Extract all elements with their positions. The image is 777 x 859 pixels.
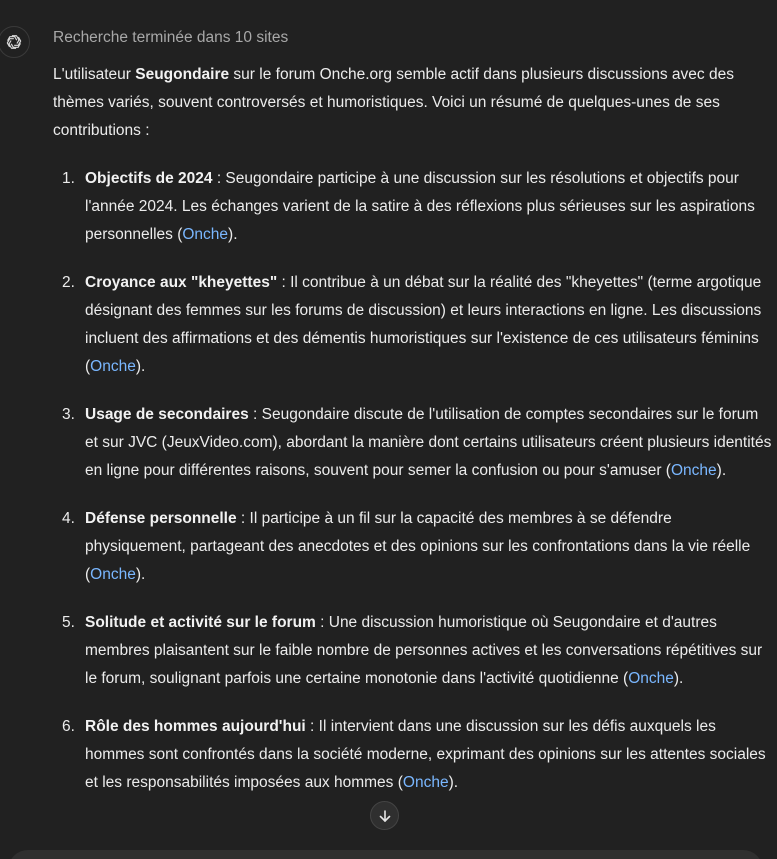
list-item-end: ).: [228, 226, 238, 243]
source-link-onche[interactable]: Onche: [90, 358, 136, 375]
list-item-end: ).: [716, 462, 727, 479]
search-status[interactable]: Recherche terminée dans 10 sites: [53, 29, 289, 46]
assistant-avatar: [0, 26, 30, 58]
list-item-title: Solitude et activité sur le forum: [85, 614, 316, 631]
list-item-number: 6.: [62, 718, 75, 735]
list-item-end: ).: [673, 670, 684, 687]
intro-after: sur le forum Onche.org semble actif dans plusieurs discussions avec des thèmes variés, souvent controversés et humoristiques. Voici un résumé de quelques-unes de ses contributions :: [53, 66, 734, 139]
message-composer[interactable]: [8, 850, 763, 859]
scroll-to-bottom-button[interactable]: [370, 801, 399, 830]
list-item-body: : Il intervient dans une discussion sur les défis auxquels les hommes sont confrontés dans la société moderne, exprimant des opinions sur les attentes sociales et les responsabilités imposées aux hommes (: [85, 718, 766, 791]
intro-before: L'utilisateur: [53, 66, 136, 83]
source-link-onche[interactable]: Onche: [90, 566, 136, 583]
list-item-number: 3.: [62, 406, 75, 423]
list-item-body: : Il contribue à un débat sur la réalité des "kheyettes" (terme argotique désignant des femmes sur les forums de discussion) et leurs interactions en ligne. Les discussions incluent des affirmations et des démentis humoristiques sur l'existence de ces utilisateurs féminins (: [85, 274, 762, 375]
list-item-number: 1.: [62, 170, 75, 187]
assistant-message: [53, 26, 773, 817]
list-item-title: Usage de secondaires: [85, 406, 249, 423]
list-item: [53, 609, 773, 693]
intro-username: Seugondaire: [135, 66, 230, 83]
contributions-list: [53, 165, 773, 797]
list-item-body: : Seugondaire discute de l'utilisation de comptes secondaires sur le forum et sur JVC (JeuxVideo.com), abordant la manière dont certains utilisateurs créent plusieurs identités en ligne pour différentes raisons, souvent pour semer la confusion ou pour s'amuser (: [85, 406, 772, 479]
list-item-end: ).: [135, 566, 146, 583]
list-item-number: 2.: [62, 274, 75, 291]
list-item-body: : Il participe à un fil sur la capacité des membres à se défendre physiquement, partageant des anecdotes et des opinions sur les confrontations dans la vie réelle (: [85, 510, 751, 583]
list-item-number: 4.: [62, 510, 75, 527]
list-item-title: Défense personnelle: [85, 510, 237, 527]
list-item-title: Objectifs de 2024: [85, 170, 213, 187]
source-link-onche[interactable]: Onche: [628, 670, 674, 687]
list-item-end: ).: [448, 774, 459, 791]
source-link-onche[interactable]: Onche: [670, 462, 717, 479]
arrow-down-icon: [378, 809, 392, 823]
list-item-end: ).: [135, 358, 146, 375]
list-item-body: : Une discussion humoristique où Seugondaire et d'autres membres plaisantent sur le faible nombre de personnes actives et les conversations répétitives sur le forum, soulignant parfois une certaine monotonie dans l'activité quotidienne (: [85, 614, 763, 687]
list-item-body: : Seugondaire participe à une discussion sur les résolutions et objectifs pour l'année 2024. Les échanges varient de la satire à des réflexions plus sérieuses sur les aspirations personnelles (: [85, 170, 755, 243]
list-item-number: 5.: [62, 614, 75, 631]
list-item: [53, 269, 773, 381]
list-item: [53, 165, 773, 249]
list-item-title: Rôle des hommes aujourd'hui: [85, 718, 306, 735]
list-item: [53, 505, 773, 589]
intro-paragraph: [53, 61, 773, 145]
list-item: [53, 713, 773, 797]
source-link-onche[interactable]: Onche: [402, 774, 449, 791]
list-item-title: Croyance aux "kheyettes": [85, 274, 278, 291]
source-link-onche[interactable]: Onche: [182, 226, 229, 243]
list-item: [53, 401, 773, 485]
openai-logo-icon: [4, 32, 24, 52]
